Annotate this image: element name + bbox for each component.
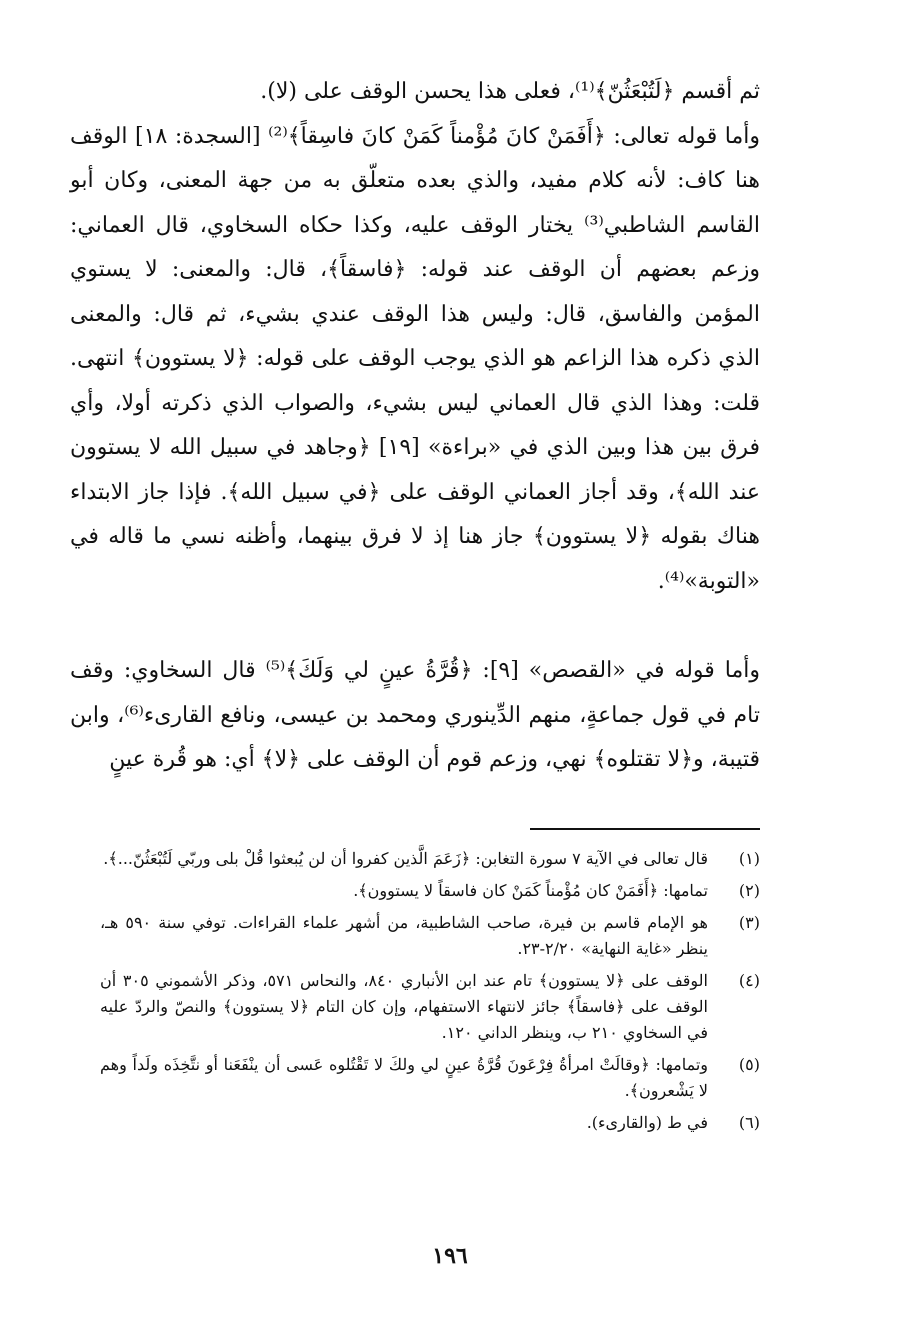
footnote-number: (٢)	[738, 881, 760, 900]
footnote-number: (٥)	[738, 1055, 760, 1074]
footnote-text: الوقف على ﴿لا يستوون﴾ تام عند ابن الأنباري ٨٤٠، والنحاس ٥٧١، وذكر الأشموني ٣٠٥ أن الوقف على ﴿فاسقاً﴾ جائز لانتهاء الاستفهام، وإن كان التام ﴿لا يستوون﴾ والنصّ والردّ عليه في السخاوي ٢١٠ ب، وينظر الداني ١٢٠.	[100, 971, 708, 1042]
main-text	[70, 70, 760, 783]
footnote-divider	[530, 828, 760, 830]
footnote-text: قال تعالى في الآية ٧ سورة التغابن: ﴿زَعَمَ الَّذين كفروا أن لن يُبعثوا قُلْ بلى وربّي لَتُبْعَثُنّ...﴾.	[103, 849, 708, 868]
footnote-item	[100, 968, 760, 1046]
footnote-item	[100, 1110, 760, 1136]
page-number: ١٩٦	[432, 1243, 468, 1269]
footnote-text: في ط (والقارىء).	[586, 1113, 708, 1132]
paragraph-spacer	[70, 604, 760, 649]
footnote-text: وتمامها: ﴿وقالَتْ امرأةُ فِرْعَونَ قُرَّةُ عينٍ لي ولكَ لا تَقْتُلوه عَسى أن ينْفَعَنا أو نتَّخِذَه ولَداً وهم لا يَشْعرون﴾.	[100, 1055, 708, 1100]
footnote-number: (٦)	[738, 1113, 760, 1132]
footnote-text: تمامها: ﴿أَفَمَنْ كان مُؤْمناً كَمَنْ كان فاسقاً لا يستوون﴾.	[353, 881, 708, 900]
paragraph-2: وأما قوله تعالى: ﴿أَفَمَنْ كانَ مُؤْمناً كَمَنْ كانَ فاسِقاً﴾⁽²⁾ [السجدة: ١٨] الوقف هنا كاف: لأنه كلام مفيد، والذي بعده متعلّق به من جهة المعنى، وكان أبو القاسم الشاطبي⁽³⁾ يختار الوقف عليه، وكذا حكاه السخاوي، قال العماني: وزعم بعضهم أن الوقف عند قوله: ﴿فاسقاً﴾، قال: والمعنى: لا يستوي المؤمن والفاسق، قال: وليس هذا الوقف عندي بشيء، ثم قال: والمعنى الذي ذكره هذا الزاعم هو الذي يوجب الوقف على قوله: ﴿لا يستوون﴾ انتهى. قلت: وهذا الذي قال العماني ليس بشيء، والصواب الذي ذكرته أولا، وأي فرق بين هذا وبين الذي في «براءة» [١٩] ﴿وجاهد في سبيل الله لا يستوون عند الله﴾، وقد أجاز العماني الوقف على ﴿في سبيل الله﴾. فإذا جاز الابتداء هناك بقوله ﴿لا يستوون﴾ جاز هنا إذ لا فرق بينهما، وأظنه نسي ما قاله في «التوبة»⁽⁴⁾.	[70, 123, 760, 594]
footnote-item	[100, 910, 760, 962]
footnote-item	[100, 878, 760, 904]
footnote-item	[100, 1052, 760, 1104]
paragraph-1: ثم أقسم ﴿لَتُبْعَثُنّ﴾⁽¹⁾، فعلى هذا يحسن الوقف على (لا).	[260, 79, 760, 104]
footnote-text: هو الإمام قاسم بن فيرة، صاحب الشاطبية، من أشهر علماء القراءات. توفي سنة ٥٩٠ هـ، ينظر «غاية النهاية» ٢/٢٠-٢٣.	[100, 913, 708, 958]
footnotes	[100, 846, 760, 1142]
footnote-number: (١)	[738, 849, 760, 868]
footnote-number: (٤)	[738, 971, 760, 990]
paragraph-3: وأما قوله في «القصص» [٩]: ﴿قُرَّةُ عينٍ لي وَلَكَ﴾⁽⁵⁾ قال السخاوي: وقف تام في قول جماعةٍ، منهم الدِّينوري ومحمد بن عيسى، ونافع القارىء⁽⁶⁾، وابن قتيبة، و﴿لا تقتلوه﴾ نهي، وزعم قوم أن الوقف على ﴿لا﴾ أي: هو قُرة عينٍ	[70, 658, 760, 772]
footnote-item	[100, 846, 760, 872]
footnote-number: (٣)	[738, 913, 760, 932]
